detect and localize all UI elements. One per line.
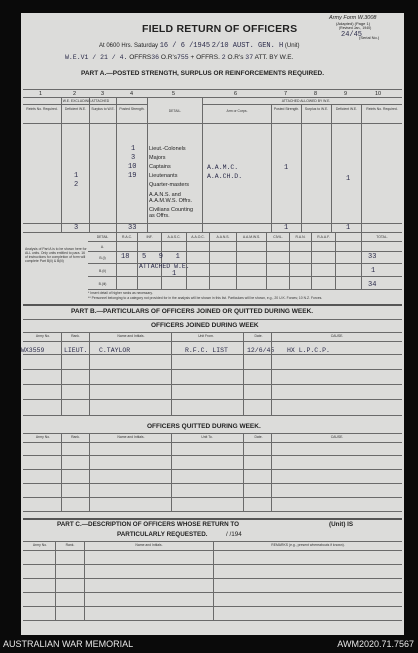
joined-head: Rank.	[71, 334, 80, 338]
joined-date: 12/6/45	[247, 347, 275, 354]
grid-line	[289, 232, 290, 289]
grid-line	[88, 241, 402, 242]
detail-row: Civilians Counting	[149, 207, 194, 213]
grid-line	[61, 97, 62, 232]
analysis-footnote: * Insert detail of higher ranks as necessary.	[88, 291, 153, 295]
analysis-row-label: A.	[100, 245, 105, 249]
section-divider	[23, 518, 402, 520]
form-title: FIELD RETURN OF OFFICERS	[142, 23, 298, 35]
total-attached-deficient: 1	[346, 224, 351, 232]
joined-head: Date.	[254, 334, 263, 338]
grid-line	[89, 97, 90, 232]
form-id-line2: (Adapted) (Page 1)	[336, 21, 371, 26]
analysis-head: CIVIL.	[273, 235, 283, 239]
section-divider	[23, 304, 402, 306]
detail-row: Quarter-masters	[149, 182, 190, 188]
analysis-head: R.A.C.	[122, 235, 132, 239]
grid-line	[23, 332, 402, 333]
joined-head: CAUSE.	[330, 334, 344, 338]
grid-line	[171, 433, 172, 511]
joined-head: Army No.	[35, 334, 51, 338]
grid-line	[23, 319, 402, 320]
grid-line	[88, 289, 402, 290]
col-head-deficient-att: Deficient W.E.	[335, 107, 358, 111]
grid-line	[116, 97, 117, 232]
col-number: 8	[314, 91, 318, 97]
header-line2: W.E.V1 / 21 / 4. OFFRS36 O.R's755 + OFFRS. 2 O.R's 37 ATT. BY W.E.	[65, 54, 294, 61]
grid-line	[23, 341, 402, 342]
offrs-count: 36	[151, 54, 160, 61]
grid-line	[23, 89, 402, 90]
grid-line	[266, 232, 267, 289]
time-label: At 0600 Hrs. Saturday	[99, 43, 159, 49]
unit-label: (Unit)	[284, 43, 300, 49]
detail-row: A.A.M.W.S. Offrs.	[149, 198, 192, 204]
grid-line	[23, 497, 402, 498]
analysis-head: R.A.A.F.	[317, 235, 330, 239]
grid-line	[23, 384, 402, 385]
grid-line	[55, 541, 56, 620]
analysis-head: A.A.M.W.S.	[242, 235, 261, 239]
grid-line	[213, 541, 214, 620]
quitted-title: OFFICERS QUITTED DURING WEEK.	[147, 423, 261, 430]
grid-line	[88, 263, 402, 264]
grid-line	[23, 399, 402, 400]
detail-row: Captains	[149, 164, 171, 170]
quitted-head: Army No.	[35, 435, 51, 439]
analysis-values: 1	[172, 270, 177, 278]
analysis-head: A.A.S.C.	[167, 235, 181, 239]
grid-line	[23, 433, 402, 434]
col-number: 4	[130, 91, 134, 97]
grid-line	[23, 354, 402, 355]
analysis-head: A.A.O.C.	[191, 235, 205, 239]
col-head-surplus-att: Surplus to W.E.	[304, 107, 329, 111]
col-number: 1	[39, 91, 43, 97]
analysis-head: TOTAL.	[376, 235, 388, 239]
grid-line	[361, 232, 362, 289]
col-head-deficient: Deficient W.E.	[64, 107, 87, 111]
posted-value: 3	[131, 154, 136, 162]
posted-value: 1	[131, 145, 136, 153]
joined-cause: HX L.P.C.P.	[287, 347, 330, 354]
or-count: 755	[176, 54, 189, 61]
footer-accession: AWM2020.71.7567	[337, 639, 414, 649]
we-reference: W.E.V1 / 21 / 4.	[65, 54, 128, 61]
part-c-unit: (Unit) IS	[329, 521, 354, 528]
joined-name: C.TAYLOR	[99, 347, 131, 354]
arm-corps-value: A.A.CH.D.	[207, 173, 243, 180]
grid-line	[23, 442, 402, 443]
we-excluding-label: W.E. EXCLUDING ATTACHED	[62, 99, 110, 103]
detail-row: Lieutenants	[149, 173, 178, 179]
attached-posted-value: 1	[284, 164, 289, 172]
quitted-head: CAUSE.	[330, 435, 344, 439]
col-number: 6	[234, 91, 238, 97]
analysis-head: R.A.N.	[295, 235, 306, 239]
grid-line	[243, 332, 244, 415]
detail-row: Majors	[149, 155, 166, 161]
grid-line	[271, 433, 272, 511]
grid-line	[331, 104, 332, 232]
col-number: 10	[375, 91, 382, 97]
part-b-title: PART B.—PARTICULARS OF OFFICERS JOINED OR QUITTED DURING WEEK.	[71, 308, 314, 315]
analysis-footnote: ** Personnel belonging to a category not provided for in the analysis will be shown in this list. Particulars will be shown, e.g., 20 U.K. Forces; 10 N.Z. Forces.	[88, 296, 323, 300]
grid-line	[61, 433, 62, 511]
posted-value: 10	[128, 163, 137, 171]
total-attached-posted: 1	[284, 224, 289, 232]
grid-line	[202, 97, 203, 232]
grid-line	[236, 232, 237, 289]
grid-line	[361, 104, 362, 232]
analysis-row-label: B.(ii)	[99, 269, 106, 273]
deficient-value: 1	[74, 172, 79, 180]
quitted-head: Rank.	[71, 435, 80, 439]
grid-line	[147, 97, 148, 232]
form-id-line1: Army Form W.3008	[329, 15, 377, 21]
joined-unit: R.F.C. LIST	[185, 347, 228, 354]
grid-line	[23, 369, 402, 370]
grid-line	[89, 332, 90, 415]
joined-head: Name and Initials.	[117, 334, 145, 338]
grid-line	[271, 104, 272, 232]
col-number: 9	[344, 91, 348, 97]
grid-line	[116, 232, 117, 289]
analysis-row-label: B.(i)	[99, 256, 106, 260]
part-c-head: Name and Initials.	[135, 543, 163, 547]
grid-line	[209, 232, 210, 289]
grid-line	[23, 104, 147, 105]
analysis-total: 34	[368, 281, 377, 289]
quitted-head: Name and Initials.	[117, 435, 145, 439]
col-head-reinfs-att: Reinfs No. Required.	[366, 107, 398, 111]
analysis-values: ATTACHED W.E.	[139, 263, 190, 270]
grid-line	[243, 433, 244, 511]
col-head-posted-att: Posted Strength.	[273, 107, 300, 111]
arm-corps-value: A.A.M.C.	[207, 164, 239, 171]
grid-line	[23, 232, 402, 233]
offrs-label: OFFRS	[129, 54, 152, 61]
col-head-detail: DETAIL.	[168, 109, 182, 113]
col-head-arm: Arm or Corps.	[226, 109, 248, 113]
col-number: 3	[101, 91, 105, 97]
col-number: 2	[73, 91, 77, 97]
col-number: 5	[172, 91, 176, 97]
grid-line	[23, 97, 402, 98]
or-count-2: 37	[245, 54, 254, 61]
grid-line	[311, 232, 312, 289]
part-c-requested: PARTICULARLY REQUESTED.	[117, 531, 208, 538]
grid-line	[186, 232, 187, 289]
joined-rank: LIEUT.	[64, 347, 88, 354]
grid-line	[301, 104, 302, 232]
part-c-head: Rank.	[65, 543, 75, 547]
detail-row: A.A.N.S. and	[149, 192, 181, 198]
analysis-total: 33	[368, 253, 377, 261]
col-head-posted: Posted Strength.	[119, 107, 145, 111]
col-head-reinfs: Reinfs No. Required.	[26, 107, 58, 111]
part-a-title: PART A.—POSTED STRENGTH, SURPLUS OR REINFORCEMENTS REQUIRED.	[81, 70, 325, 77]
attached-allowed-label: ATTACHED ALLOWED BY W.E.	[281, 99, 331, 103]
quitted-head: Unit To.	[201, 435, 213, 439]
joined-title: OFFICERS JOINED DURING WEEK	[151, 322, 259, 329]
header-line1	[99, 42, 300, 50]
grid-line	[88, 276, 402, 277]
part-c-title: PART C.—DESCRIPTION OF OFFICERS WHOSE RETURN TO	[57, 521, 240, 528]
form-id-line3: (Revised Jan., 1940)	[339, 26, 372, 30]
form-sheet	[21, 13, 404, 635]
grid-line	[84, 541, 85, 620]
posted-value: 19	[128, 172, 137, 180]
grid-line	[89, 433, 90, 511]
return-date: 16 / 6 /1945	[159, 42, 211, 50]
grid-line	[23, 123, 402, 124]
grid-line	[335, 232, 336, 289]
footer-credit: AUSTRALIAN WAR MEMORIAL	[3, 639, 134, 649]
detail-row: as Offrs.	[149, 213, 170, 219]
offrs-count-2: 2	[221, 54, 226, 61]
quitted-head: Date.	[254, 435, 263, 439]
or-label: O.R's	[160, 54, 177, 61]
col-number: 7	[284, 91, 288, 97]
analysis-values: 18 5 9 1	[121, 253, 180, 261]
grid-line	[23, 415, 402, 416]
analysis-head: A.A.N.S.	[216, 235, 230, 239]
att-label: ATT. BY W.E.	[254, 54, 294, 61]
serial-label: (Serial No.)	[359, 35, 380, 40]
part-c-head: Army No.	[32, 543, 48, 547]
detail-row: Lieut.-Colonels	[149, 146, 186, 152]
analysis-row-label: B.(iii)	[98, 282, 107, 286]
grid-line	[23, 469, 402, 470]
grid-line	[171, 332, 172, 415]
analysis-head: INF.	[146, 235, 153, 239]
joined-head: Unit From.	[198, 334, 214, 338]
unit-name: 2/10 AUST. GEN. H	[211, 42, 284, 50]
grid-line	[23, 620, 402, 621]
grid-line	[202, 104, 402, 105]
part-c-date: / /194	[226, 531, 242, 538]
joined-army-no: WX3559	[21, 347, 45, 354]
deficient-value: 2	[74, 181, 79, 189]
grid-line	[61, 332, 62, 415]
analysis-total: 1	[371, 267, 376, 275]
grid-line	[271, 332, 272, 415]
col-head-surplus: Surplus to W.E.	[91, 107, 115, 111]
analysis-note: Analysis of Part A is to be shown here for ALL units. Only units entitled to para. 16 of instructions for completion of form will complete Part B(ii) & B(iii)	[25, 247, 87, 263]
total-posted: 33	[128, 224, 137, 232]
grid-line	[88, 251, 402, 252]
grid-line	[23, 483, 402, 484]
grid-line	[23, 511, 402, 512]
grid-line	[23, 455, 402, 456]
part-c-head: REMARKS (e.g., present whereabouts if known).	[271, 543, 345, 547]
total-deficient: 3	[74, 224, 79, 232]
analysis-head: DETAIL	[96, 235, 109, 239]
attached-deficient-value: 1	[346, 175, 351, 183]
serial-number: 24/45	[341, 31, 363, 39]
